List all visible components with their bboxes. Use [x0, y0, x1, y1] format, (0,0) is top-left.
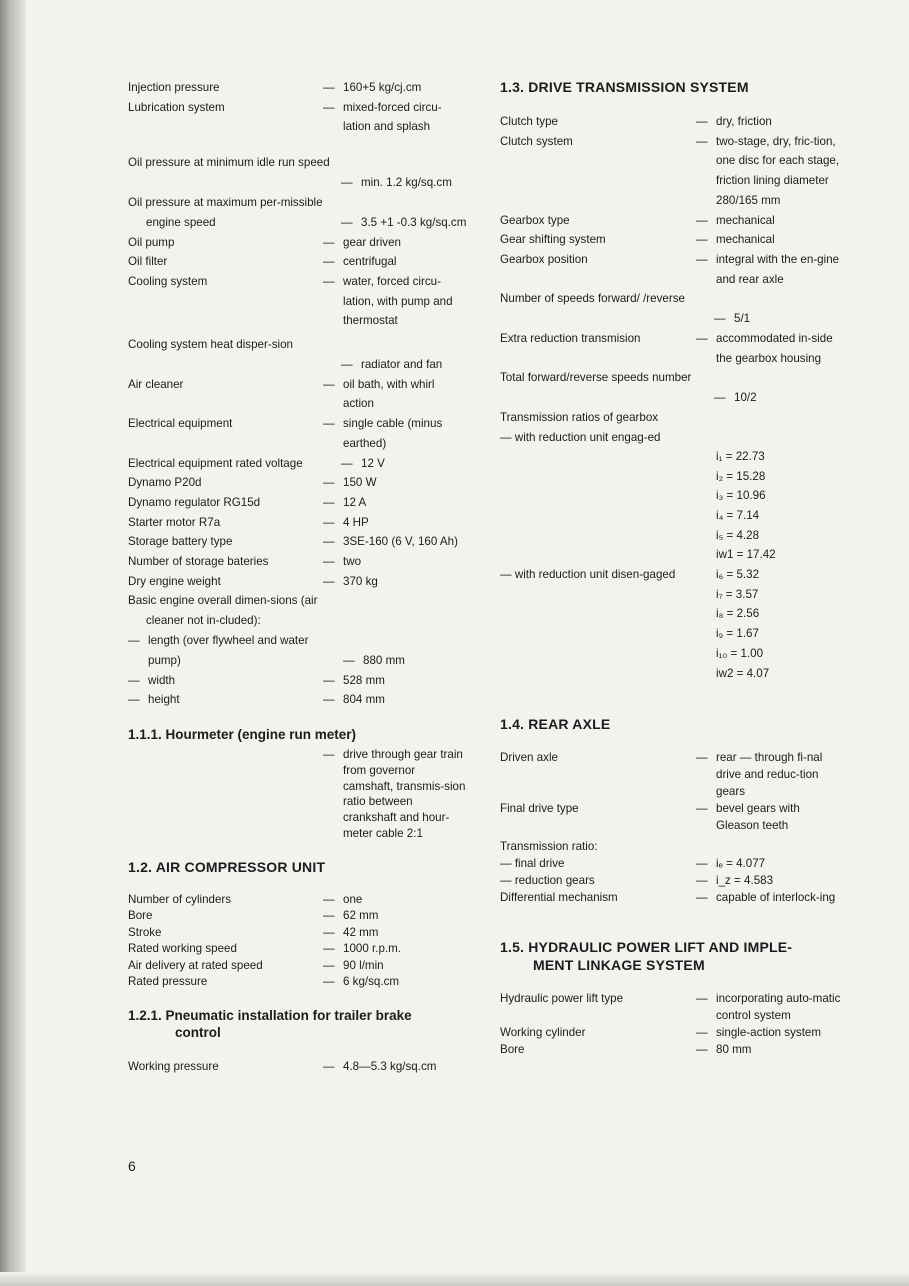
spec-label: — height	[128, 693, 180, 707]
spec-value: — centrifugal	[323, 255, 397, 269]
spec-row	[128, 233, 468, 253]
spec-value-text: integral with the en-gine and rear axle	[716, 252, 840, 286]
spec-label: Oil pressure at minimum idle run speed	[128, 156, 330, 170]
spec-value: — rear — through fi-nal drive and reduc-tion gears	[696, 751, 823, 799]
spec-row	[128, 252, 468, 272]
spec-value: — single-action system	[696, 1026, 822, 1040]
heading-number: 1.2.1.	[128, 1007, 162, 1023]
spec-value-text: min. 1.2 kg/sq.cm	[361, 176, 452, 190]
spec-label: Working cylinder	[500, 1026, 586, 1040]
spec-label: Starter motor R7a	[128, 515, 221, 529]
section-heading-air-compressor: 1.2. AIR COMPRESSOR UNIT	[128, 858, 326, 875]
binding-spine	[0, 0, 26, 1286]
spec-value: — 3SE-160 (6 V, 160 Ah)	[323, 535, 458, 549]
spec-value: — gear driven	[323, 235, 402, 249]
spec-value: — mechanical	[696, 213, 775, 227]
spec-row	[500, 132, 845, 211]
spec-row	[500, 112, 845, 132]
spec-label: Rated working speed	[128, 942, 237, 956]
spec-label: — width	[128, 673, 176, 687]
spec-value-text: two	[343, 555, 362, 569]
spec-label: Clutch type	[500, 115, 558, 128]
spec-value-text: oil bath, with whirl action	[343, 377, 435, 411]
spec-label: Oil pump	[128, 235, 175, 249]
spec-row	[500, 990, 845, 1024]
spec-value-text: 12 V	[361, 456, 385, 470]
section-heading-drive: 1.3. DRIVE TRANSMISSION SYSTEM	[500, 79, 749, 95]
spec-value: — i_z = 4.583	[696, 874, 774, 888]
gear-ratio: i₇ = 3.57	[716, 587, 759, 601]
spec-row	[128, 572, 468, 592]
spec-value	[700, 408, 845, 428]
spec-value: — capable of interlock-ing	[696, 891, 836, 905]
spec-value: — 1000 r.p.m.	[323, 942, 402, 956]
spec-value: — incorporating auto-matic control system	[696, 992, 841, 1023]
spec-value-text: accommodated in-side the gearbox housing	[716, 332, 833, 365]
spec-value	[696, 838, 845, 855]
spec-label	[128, 747, 323, 842]
spec-value-text: gear driven	[343, 235, 402, 249]
spec-value: — 12 V	[341, 456, 385, 470]
spec-row	[128, 493, 468, 513]
spec-value: — iₑ = 4.077	[696, 857, 766, 871]
spec-value-text: 150 W	[343, 476, 377, 490]
gear-ratio-list	[696, 565, 845, 683]
spec-label: Hydraulic power lift type	[500, 992, 624, 1006]
spec-label: Number of speeds forward/ /reverse	[500, 292, 685, 306]
spec-row	[128, 513, 468, 533]
spec-row	[128, 193, 468, 233]
gear-ratio: i₈ = 2.56	[716, 607, 760, 621]
spec-value: — two	[323, 555, 362, 569]
spec-row	[500, 800, 845, 834]
spec-label: Clutch system	[500, 134, 573, 148]
spec-value-text: drive through gear train from governor camshaft, transmis-sion ratio between crankshaft and hour-meter cable 2:1	[343, 747, 466, 840]
gear-ratio: iw2 = 4.07	[716, 666, 770, 680]
spec-value-text: bevel gears with Gleason teeth	[716, 802, 800, 833]
spec-row	[128, 375, 468, 414]
spec-row	[128, 414, 468, 453]
spec-label: Air cleaner	[128, 377, 184, 391]
spec-value: — 42 mm	[323, 925, 379, 939]
spec-row	[500, 749, 845, 800]
spec-label: Gear shifting system	[500, 233, 606, 247]
spec-value-text: i_z = 4.583	[716, 874, 774, 888]
heading-line-2: MENT LINKAGE SYSTEM	[533, 957, 705, 974]
spec-value: — integral with the en-gine and rear axle	[696, 252, 840, 286]
spec-value-text: 6 kg/sq.cm	[343, 975, 400, 989]
spec-value-text: mechanical	[716, 213, 775, 227]
spec-value-text: incorporating auto-matic control system	[716, 992, 841, 1023]
spec-row	[500, 889, 845, 906]
spec-label: Dynamo P20d	[128, 476, 202, 490]
spec-row	[128, 78, 468, 98]
right-column	[500, 78, 845, 1058]
spec-value-text: 880 mm	[363, 653, 405, 667]
spec-row	[500, 1024, 845, 1041]
spec-label: Air delivery at rated speed	[128, 958, 263, 972]
spec-row	[128, 925, 468, 942]
spec-row	[128, 747, 468, 842]
spec-value-text: 3.5 +1 -0.3 kg/sq.cm	[361, 215, 467, 229]
gear-ratio: i₆ = 5.32	[716, 568, 760, 582]
spec-label: Storage battery type	[128, 535, 233, 549]
gear-ratio: i₁₀ = 1.00	[716, 646, 764, 660]
spec-row	[500, 289, 845, 329]
spec-value: — 10/2	[714, 391, 757, 405]
spec-row	[500, 565, 845, 683]
spec-row	[128, 892, 468, 909]
spec-value: — one	[323, 892, 363, 906]
spec-row	[500, 211, 845, 231]
spec-label: Differential mechanism	[500, 891, 618, 905]
spec-row	[128, 974, 468, 991]
spec-label: Electrical equipment rated voltage	[128, 456, 303, 470]
spec-label: Basic engine overall dimen-sions (air cleaner not in-cluded):	[128, 594, 318, 628]
spec-label: Working pressure	[128, 1059, 219, 1073]
spec-row	[128, 272, 468, 331]
spec-label: Electrical equipment	[128, 417, 233, 431]
spec-value-text: 12 A	[343, 495, 367, 509]
gear-ratio-list	[696, 428, 845, 565]
spec-value-text: 3SE-160 (6 V, 160 Ah)	[343, 535, 458, 549]
gear-ratio: i₅ = 4.28	[716, 528, 760, 542]
left-column	[128, 78, 468, 1076]
spec-value: — 3.5 +1 -0.3 kg/sq.cm	[341, 215, 467, 229]
spec-label: — reduction gears	[500, 874, 595, 888]
spec-value-text: 5/1	[734, 312, 751, 326]
spec-value-text: one	[343, 892, 363, 906]
spec-row	[500, 230, 845, 250]
gear-ratio: i₉ = 1.67	[716, 627, 759, 641]
spec-value-text: single-action system	[716, 1026, 822, 1040]
spec-label: Gearbox position	[500, 252, 588, 266]
spec-value-text: 804 mm	[343, 693, 385, 707]
spec-label: Number of cylinders	[128, 892, 232, 906]
spec-value-text: 4 HP	[343, 515, 369, 529]
heading-line-1: 1.5. HYDRAULIC POWER LIFT AND IMPLE-	[500, 939, 793, 956]
spec-label: Bore	[128, 909, 153, 923]
spec-value-text: 370 kg	[343, 574, 378, 588]
spec-row	[128, 98, 468, 137]
spec-value-text: mixed-forced circu-lation and splash	[343, 100, 442, 134]
spec-value: — drive through gear train from governor camshaft, transmis-sion ratio between crankshaft and hour-meter cable 2:1	[323, 747, 466, 840]
spec-row	[128, 153, 468, 193]
gear-ratio: i₂ = 15.28	[716, 469, 766, 483]
spec-value-text: 4.8—5.3 kg/sq.cm	[343, 1059, 437, 1073]
spec-row	[128, 1057, 468, 1077]
spec-label: Transmission ratio:	[500, 840, 598, 854]
spec-value: — 4 HP	[323, 515, 369, 529]
spec-value: — 90 l/min	[323, 958, 384, 972]
spec-row	[500, 368, 845, 408]
spec-value-text: radiator and fan	[361, 358, 443, 372]
spec-value-text: 90 l/min	[343, 958, 384, 972]
spec-value: — 12 A	[323, 495, 367, 509]
spec-value-text: dry, friction	[716, 115, 772, 128]
spec-row	[128, 690, 468, 710]
spec-value-text: iₑ = 4.077	[716, 857, 766, 871]
spec-label: Number of storage bateries	[128, 555, 269, 569]
spec-value-text: mechanical	[716, 233, 775, 247]
spec-row	[128, 941, 468, 958]
spec-value: — water, forced circu-lation, with pump and thermostat	[323, 274, 453, 328]
spec-value-text: 160+5 kg/cj.cm	[343, 81, 422, 94]
spec-label: Transmission ratios of gearbox	[500, 411, 659, 425]
spec-label: Oil pressure at maximum per-missible engine speed	[128, 195, 323, 229]
spec-row	[128, 591, 468, 630]
spec-label: Lubrication system	[128, 100, 225, 114]
spec-label: — with reduction unit engag-ed	[500, 430, 661, 444]
gear-ratio: i₄ = 7.14	[716, 508, 760, 522]
spec-row	[500, 329, 845, 368]
spec-value	[326, 591, 468, 630]
heading-line-1: Pneumatic installation for trailer brake	[165, 1007, 412, 1023]
gear-ratio: i₃ = 10.96	[716, 489, 766, 503]
spec-value: — single cable (minus earthed)	[323, 417, 443, 450]
spec-label-text: length (over flywheel and water pump)	[148, 633, 309, 667]
spec-label: Injection pressure	[128, 81, 220, 94]
spec-row	[128, 552, 468, 572]
spec-value: — bevel gears with Gleason teeth	[696, 802, 800, 833]
spec-value-text: capable of interlock-ing	[716, 891, 836, 905]
spec-value: — 804 mm	[323, 693, 385, 707]
spec-value-text: 62 mm	[343, 909, 379, 923]
spec-label: — with reduction unit disen-gaged	[500, 568, 676, 582]
spec-label: Stroke	[128, 925, 162, 939]
spec-label: Cooling system heat disper-sion	[128, 338, 293, 352]
spec-label: — length (over flywheel and water pump)	[128, 633, 309, 667]
spec-label: Total forward/reverse speeds number	[500, 371, 692, 385]
spec-row	[128, 473, 468, 493]
spec-value-text: centrifugal	[343, 255, 397, 269]
spec-row	[128, 908, 468, 925]
spec-row	[500, 408, 845, 428]
spec-row	[128, 671, 468, 691]
spec-value: — 80 mm	[696, 1043, 752, 1057]
spec-row	[128, 958, 468, 975]
spec-label: Final drive type	[500, 802, 579, 816]
gear-ratio: i₁ = 22.73	[716, 449, 765, 463]
spec-label: Dry engine weight	[128, 574, 221, 588]
spec-value: — oil bath, with whirl action	[323, 377, 435, 411]
spec-value: — 880 mm	[343, 653, 405, 667]
spec-row	[128, 335, 468, 375]
spec-row	[500, 838, 845, 855]
spec-value: — 160+5 kg/cj.cm	[323, 81, 422, 94]
spec-value-text: two-stage, dry, fric-tion, one disc for each stage, friction lining diameter 280/165 mm	[716, 134, 840, 207]
spec-label: Bore	[500, 1043, 525, 1057]
spec-value-text: water, forced circu-lation, with pump and thermostat	[343, 274, 453, 328]
spec-value: — 5/1	[714, 312, 751, 326]
spec-value: — min. 1.2 kg/sq.cm	[341, 176, 452, 190]
spec-value-text: 80 mm	[716, 1043, 752, 1057]
spec-row	[500, 872, 845, 889]
spec-value-text: single cable (minus earthed)	[343, 417, 443, 450]
spec-label: Rated pressure	[128, 975, 208, 989]
section-heading-pneumatic	[128, 1007, 468, 1041]
spec-row	[128, 532, 468, 552]
page-number: 6	[128, 1158, 136, 1174]
spec-label: Dynamo regulator RG15d	[128, 495, 261, 509]
heading-line-2: control	[175, 1024, 221, 1040]
spec-label: Oil filter	[128, 255, 168, 269]
spec-row	[500, 1041, 845, 1058]
spec-value: — 528 mm	[323, 673, 385, 687]
spec-value: — 6 kg/sq.cm	[323, 975, 400, 989]
spec-value: — mechanical	[696, 233, 775, 247]
spec-value-text: 42 mm	[343, 925, 379, 939]
gear-ratio: iw1 = 17.42	[716, 548, 776, 562]
spec-label: Cooling system	[128, 274, 208, 288]
spec-label-text: width	[148, 673, 176, 687]
spec-value: — radiator and fan	[341, 358, 443, 372]
spec-row	[500, 428, 845, 565]
spec-value: — mixed-forced circu-lation and splash	[323, 100, 442, 134]
spec-label-text: height	[148, 693, 180, 707]
spec-value-text: 528 mm	[343, 673, 385, 687]
spec-value-text: 10/2	[734, 391, 757, 405]
spec-row	[500, 250, 845, 289]
spec-value-text: rear — through fi-nal drive and reduc-tion gears	[716, 751, 823, 799]
spec-label: — final drive	[500, 857, 565, 871]
section-heading-hourmeter: 1.1.1. Hourmeter (engine run meter)	[128, 726, 357, 742]
section-heading-rear-axle: 1.4. REAR AXLE	[500, 716, 611, 733]
spec-value: — 150 W	[323, 476, 377, 490]
spec-label: Extra reduction transmision	[500, 332, 641, 346]
section-heading-hydraulic	[500, 938, 845, 974]
spec-value: — dry, friction	[696, 115, 772, 128]
spec-value-text: 1000 r.p.m.	[343, 942, 402, 956]
spec-value: — 370 kg	[323, 574, 378, 588]
page-bottom-edge	[0, 1272, 909, 1286]
spec-label: Driven axle	[500, 751, 558, 765]
spec-value: — 4.8—5.3 kg/sq.cm	[323, 1059, 437, 1073]
spec-value: — accommodated in-side the gearbox housing	[696, 332, 833, 365]
spec-row	[128, 454, 468, 474]
spec-row	[128, 631, 468, 671]
spec-value: — 62 mm	[323, 909, 379, 923]
spec-value: — two-stage, dry, fric-tion, one disc for each stage, friction lining diameter 280/165 mm	[696, 134, 840, 207]
spec-row	[500, 855, 845, 872]
spec-label: Gearbox type	[500, 213, 570, 227]
